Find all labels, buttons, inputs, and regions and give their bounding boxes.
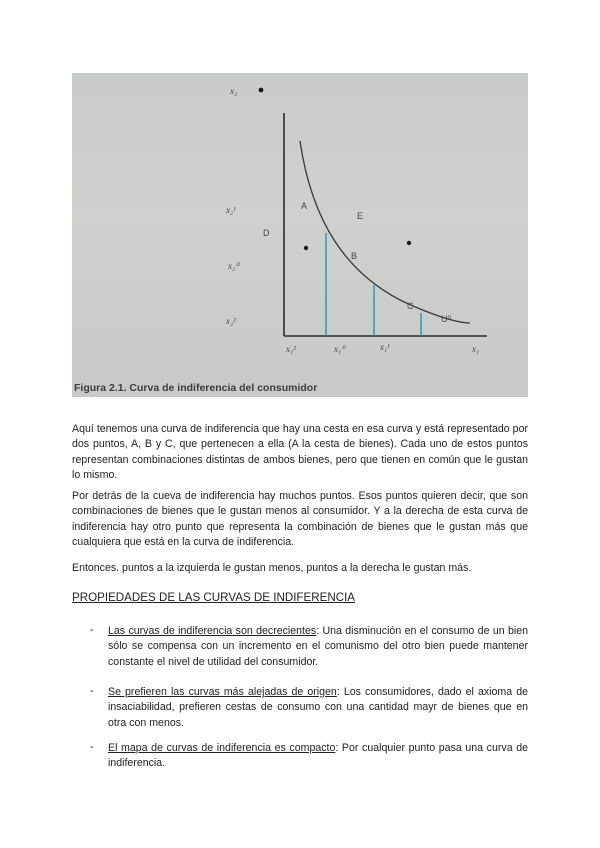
point-d-label: D <box>263 228 270 238</box>
y-tick-label-1: x₂¹ <box>226 205 236 215</box>
figure-drawing <box>72 73 528 397</box>
point-a-label: A <box>301 201 308 211</box>
x-tick-label-1: x₁¹ <box>380 342 390 352</box>
property-title: El mapa de curvas de indiferencia es compacto <box>108 742 336 754</box>
x-tick-label-2: x₁² <box>286 344 296 354</box>
x-axis-label: x₁ <box>472 344 480 354</box>
point-top-left-dot <box>259 88 264 93</box>
property-title: Se prefieren las curvas más alejadas de origen <box>108 686 337 698</box>
point-e-label: E <box>357 211 364 221</box>
point-d-dot <box>304 246 308 250</box>
paragraph-2: Por detrás de la cueva de indiferencia hay muchos puntos. Esos puntos quieren decir, que son combinaciones de bienes que le gustan menos al consumidor. Y a la derecha de esta curva de indiferencia hay otro punto que representa la combinación de bienes que le gustan más que cualquiera que está en la curva de indiferencia. <box>72 490 528 549</box>
list-dash: - <box>90 624 94 636</box>
section-heading: PROPIEDADES DE LAS CURVAS DE INDIFERENCIA <box>72 591 356 604</box>
y-axis-label: x₂ <box>230 86 238 96</box>
figure-caption: Figura 2.1. Curva de indiferencia del consumidor <box>74 382 318 394</box>
y-tick-label-2: x₂² <box>226 316 236 326</box>
point-c-label: C <box>407 301 414 311</box>
point-b-label: B <box>351 251 358 261</box>
curve-label: U⁰ <box>441 314 452 324</box>
property-text: : Una disminución en el consumo de un bien sólo se compensa con un incremento en el comunismo del otro bien puede mantener constante el nivel de utilidad del consumidor. <box>108 625 528 668</box>
property-item-2 <box>108 685 528 731</box>
property-text: : Los consumidores, dado el axioma de insaciabilidad, prefieren cestas de consumo con una cantidad mayr de bienes que en otra con menos. <box>108 686 528 729</box>
paragraph-1: Aquí tenemos una curva de indiferencia que hay una cesta en esa curva y está representado por dos puntos, A, B y C, que pertenecen a ella (A la cesta de bienes). Cada uno de estos puntos representan combinaciones distintas de ambos bienes, pero que tienen en común que le gustan lo mismo. <box>72 423 528 482</box>
property-text: : Por cualquier punto pasa una curva de indiferencia. <box>108 742 528 770</box>
list-dash: - <box>90 685 94 697</box>
property-title: Las curvas de indiferencia son decrecientes <box>108 625 317 637</box>
property-item-1 <box>108 624 528 670</box>
property-item-3 <box>108 741 528 772</box>
point-e-dot <box>407 241 411 245</box>
list-dash: - <box>90 741 94 753</box>
y-tick-label-0: x₂⁰ <box>228 261 239 271</box>
paragraph-3: Entonces. puntos a la izquierda le gustan menos, puntos a la derecha le gustan más. <box>72 562 472 574</box>
indifference-curve-figure <box>72 73 528 397</box>
x-tick-label-0: x₁⁰ <box>334 344 345 354</box>
